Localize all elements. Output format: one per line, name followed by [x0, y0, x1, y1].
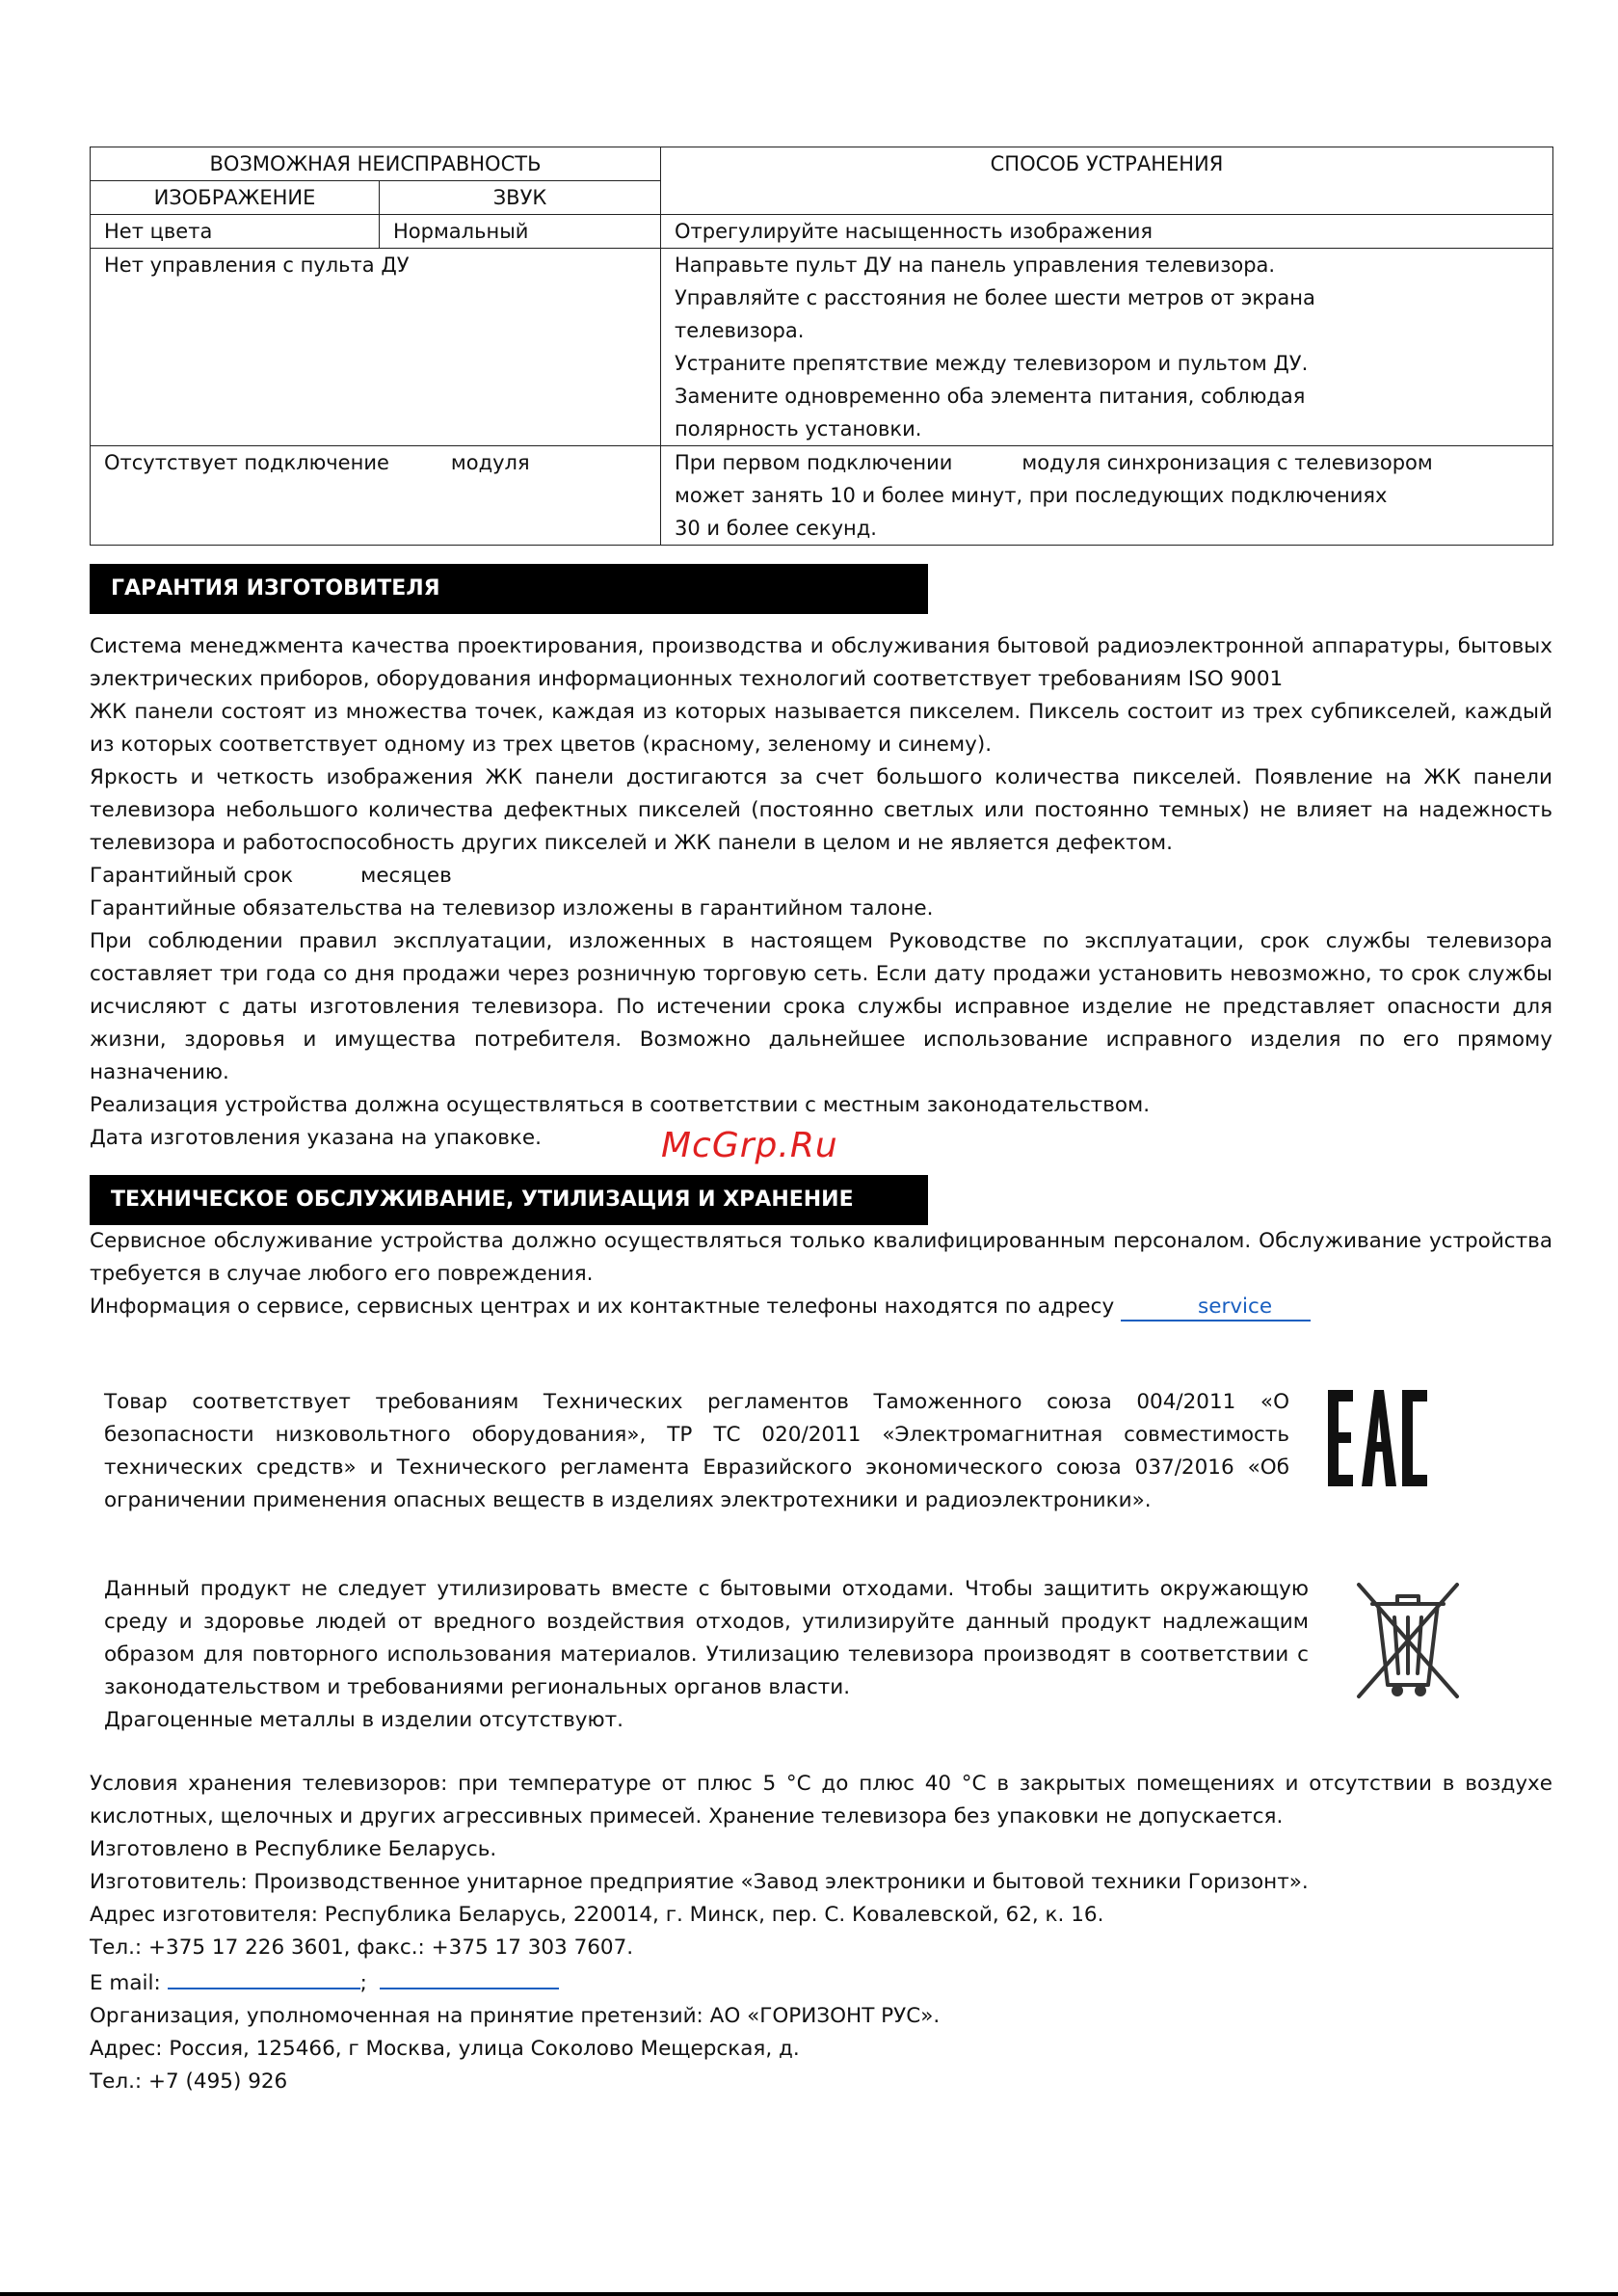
solution-line: телевизора.	[675, 319, 805, 342]
solution-line: Направьте пульт ДУ на панель управления телевизора.	[675, 254, 1276, 277]
paragraph: Драгоценные металлы в изделии отсутствуют.	[104, 1708, 623, 1732]
email-link-1[interactable]	[168, 1964, 360, 1989]
email-link-2[interactable]	[380, 1964, 559, 1989]
table-row	[91, 215, 1553, 249]
paragraph: Гарантийные обязательства на телевизор изложены в гарантийном талоне.	[90, 896, 934, 921]
row-image-part: Отсутствует подключение	[104, 451, 389, 474]
header-problem: ВОЗМОЖНАЯ НЕИСПРАВНОСТЬ	[91, 147, 661, 181]
disposal-text	[104, 1573, 1309, 1737]
paragraph: Организация, уполномоченная на принятие претензий: АО «ГОРИЗОНТ РУС».	[90, 2004, 941, 2028]
header-image: ИЗОБРАЖЕНИЕ	[91, 181, 380, 215]
solution-part: При первом подключении	[675, 451, 953, 474]
header-sound: ЗВУК	[380, 181, 661, 215]
paragraph: Изготовлено в Республике Беларусь.	[90, 1837, 497, 1861]
troubleshooting-table	[90, 147, 1553, 546]
solution-line: Управляйте с расстояния не более шести метров от экрана	[675, 286, 1315, 309]
paragraph: Дата изготовления указана на упаковке.	[90, 1126, 542, 1150]
paragraph	[90, 860, 1552, 893]
paragraph: Тел.: +7 (495) 926	[90, 2069, 288, 2094]
row-image: Нет управления с пульта ДУ	[91, 249, 661, 446]
paragraph: Адрес: Россия, 125466, г Москва, улица Соколово Мещерская, д.	[90, 2037, 800, 2061]
warranty-term-label: Гарантийный срок	[90, 864, 294, 888]
service-section-title: ТЕХНИЧЕСКОЕ ОБСЛУЖИВАНИЕ, УТИЛИЗАЦИЯ И ХРАНЕНИЕ	[90, 1175, 928, 1225]
service-text	[90, 1225, 1552, 1323]
paragraph	[90, 1291, 1552, 1323]
row-solution	[661, 249, 1553, 446]
solution-line: Замените одновременно оба элемента питания, соблюдая	[675, 385, 1306, 408]
paragraph: ЖК панели состоят из множества точек, каждая из которых называется пикселем. Пиксель состоит из трех субпикселей, каждый из которых соответствует одному из трех цветов (красному, зеленому и синему).	[90, 700, 1552, 757]
email-separator: ;	[359, 1971, 367, 1995]
solution-line: Устраните препятствие между телевизором и пультом ДУ.	[675, 352, 1309, 375]
solution-line: полярность установки.	[675, 417, 922, 441]
watermark: McGrp.Ru	[661, 1126, 838, 1165]
solution-line: 30 и более секунд.	[675, 517, 877, 540]
solution-part: модуля синхронизация с телевизором	[1021, 451, 1433, 474]
eac-compliance-text: Товар соответствует требованиям Технических регламентов Таможенного союза 004/2011 «О безопасности низковольтного оборудования», ТР ТС 020/2011 «Электромагнитная совместимость технических средств» и Технического регламента Евразийского экономического союза 037/2016 «Об ограничении применения опасных веществ в изделиях электротехники и радиоэлектроники».	[104, 1390, 1289, 1512]
paragraph: Изготовитель: Производственное унитарное предприятие «Завод электроники и бытовой техники Горизонт».	[90, 1870, 1309, 1894]
paragraph: Адрес изготовителя: Республика Беларусь, 220014, г. Минск, пер. С. Ковалевской, 62, к. 16.	[90, 1903, 1104, 1927]
crossed-bin-icon	[1351, 1571, 1465, 1710]
storage-text	[90, 1768, 1552, 2098]
paragraph: Система менеджмента качества проектирования, производства и обслуживания бытовой радиоэлектронной аппаратуры, бытовых электрических приборов, оборудования информационных технологий соответствует требованиям ISO 9001	[90, 634, 1552, 691]
paragraph: Сервисное обслуживание устройства должно осуществляться только квалифицированным персоналом. Обслуживание устройства требуется в случае любого его повреждения.	[90, 1229, 1552, 1286]
eac-mark-icon	[1325, 1388, 1431, 1493]
row-sound: Нормальный	[380, 215, 661, 249]
warranty-section-title: ГАРАНТИЯ ИЗГОТОВИТЕЛЯ	[90, 564, 928, 614]
paragraph: Реализация устройства должна осуществляться в соответствии с местным законодательством.	[90, 1093, 1151, 1117]
row-solution: Отрегулируйте насыщенность изображения	[661, 215, 1553, 249]
paragraph: При соблюдении правил эксплуатации, изложенных в настоящем Руководстве по эксплуатации, срок службы телевизора составляет три года со дня продажи через розничную торговую сеть. Если дату продажи установить невозможно, то срок службы исчисляют с даты изготовления телевизора. По истечении срока службы исправное изделие не представляет опасности для жизни, здоровья и имущества потребителя. Возможно дальнейшее использование исправного изделия по его прямому назначению.	[90, 929, 1552, 1084]
paragraph: Тел.: +375 17 226 3601, факс.: +375 17 303 7607.	[90, 1936, 634, 1960]
paragraph: Данный продукт не следует утилизировать вместе с бытовыми отходами. Чтобы защитить окружающую среду и здоровье людей от вредного воздействия отходов, утилизируйте данный продукт надлежащим образом для повторного использования материалов. Утилизацию телевизора производят в соответствии с законодательством и требованиями региональных органов власти.	[104, 1577, 1309, 1699]
table-row	[91, 249, 1553, 446]
row-image: Нет цвета	[91, 215, 380, 249]
row-solution	[661, 446, 1553, 546]
row-image	[91, 446, 661, 546]
row-image-part: модуля	[450, 451, 530, 474]
service-link[interactable]: service	[1121, 1295, 1311, 1322]
email-label: E mail:	[90, 1971, 161, 1995]
warranty-text	[90, 630, 1552, 1155]
paragraph: Условия хранения телевизоров: при температуре от плюс 5 °С до плюс 40 °С в закрытых помещениях и отсутствии в воздухе кислотных, щелочных и других агрессивных примесей. Хранение телевизора без упаковки не допускается.	[90, 1772, 1552, 1829]
table-row	[91, 446, 1553, 546]
email-line	[90, 1964, 1552, 2000]
page-bottom-border	[0, 2292, 1618, 2296]
table-header-row	[91, 147, 1553, 181]
service-info-text: Информация о сервисе, сервисных центрах и их контактные телефоны находятся по адресу	[90, 1295, 1115, 1319]
paragraph: Яркость и четкость изображения ЖК панели достигаются за счет большого количества пикселей. Появление на ЖК панели телевизора небольшого количества дефектных пикселей (постоянно светлых или постоянно темных) не влияет на надежность телевизора и работоспособность других пикселей и ЖК панели в целом и не является дефектом.	[90, 765, 1552, 855]
header-solution: СПОСОБ УСТРАНЕНИЯ	[661, 147, 1553, 215]
solution-line: может занять 10 и более минут, при последующих подключениях	[675, 484, 1388, 507]
warranty-term-unit: месяцев	[360, 864, 452, 888]
